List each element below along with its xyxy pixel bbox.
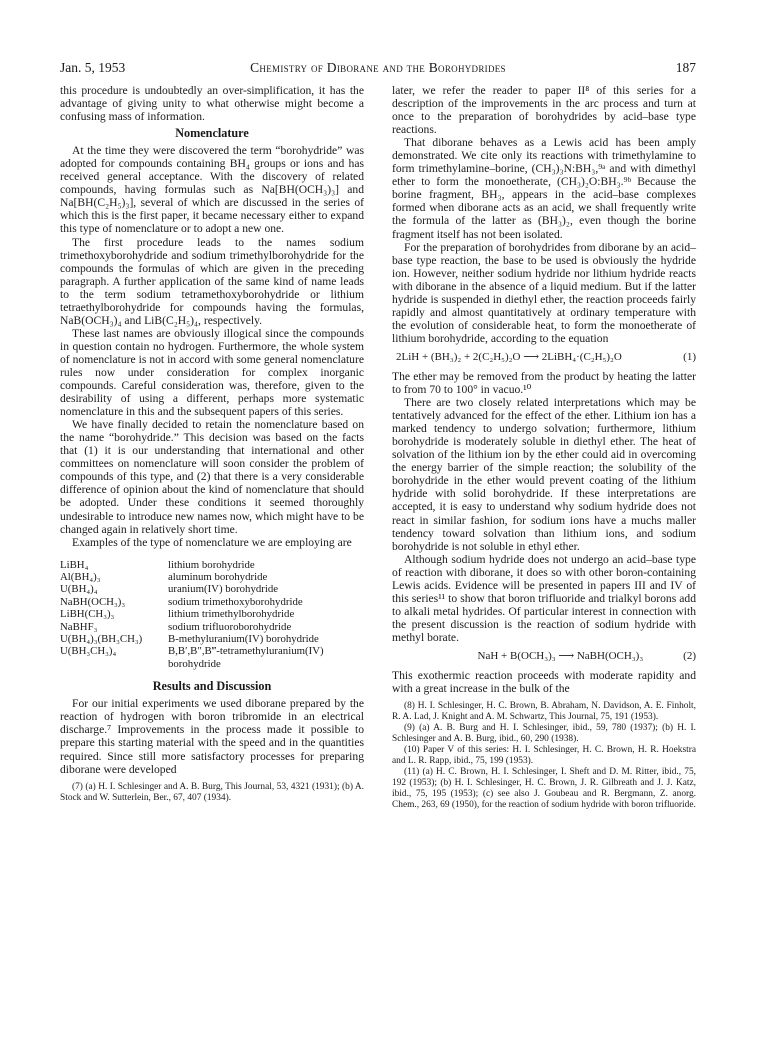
paragraph: These last names are obviously illogical since the compounds in question contain no hydrogen. Furthermore, the whole system of nomenclature is not in accord with some general nomenclature rules now under consideration for complex inorganic compounds. Careful consideration was, therefore, given to the desirability of using a different, perhaps more systematic nomenclature in this and the subsequent papers of this series. [60,326,364,419]
right-column [392,84,696,811]
left-column [60,84,364,804]
paragraph: this procedure is undoubtedly an over-simplification, it has the advantage of giving unity to what otherwise might become a confusing mass of information. [60,84,364,124]
paragraph: This exothermic reaction proceeds with moderate rapidity and with a great increase in the bulk of the [392,669,696,696]
equation-body: NaH + B(OCH₃)₃ ⟶ NaBH(OCH₃)₃ [477,649,644,662]
nomenclature-row: LiBH(CH₃)₃ lithium trimethylborohydride [60,608,295,621]
header-date: Jan. 5, 1953 [60,60,126,75]
footnote: (11) (a) H. C. Brown, H. I. Schlesinger, I. Sheft and D. M. Ritter, ibid., 75, 192 (1953); (b) H. I. Schlesinger, H. C. Brown, J. R. Gilbreath and J. J. Katz, ibid., 75, 195 (1953); (c) see also J. Goubeau and R. Bergmann, Z. anorg. Chem., 263, 69 (1950), for the reaction of sodium hydride with boron trifluoride. [392,767,696,811]
paragraph: For the preparation of borohydrides from diborane by an acid–base type reaction, the base to be used is obviously the hydride ion. However, neither sodium hydride nor lithium hydride reacts with diborane in the absence of a liquid medium. But if the latter hydride is suspended in diethyl ether, the reaction proceeds fairly rapidly and almost quantitatively at ordinary temperature with the evolution of considerable heat, to form the monoetherate of lithium borohydride, according to the equation [392,240,696,345]
footnote: (10) Paper V of this series: H. I. Schlesinger, H. C. Brown, H. R. Hoekstra and L. R. Rapp, ibid., 75, 199 (1953). [392,745,696,767]
paragraph: That diborane behaves as a Lewis acid has been amply demonstrated. We cite only its reactions with trimethylamine to form trimethylamine–borine, (CH₃)₃N:BH₃,⁹ᵃ and with dimethyl ether to form the monoetherate, (CH₃)₂O:BH₃.⁹ᵇ Because the borine fragment, BH₃, appears in the acid–base complexes formed when diborane acts as an acid, we shall frequently write the formula of the latter as (BH₃)₂, even though the borine fragment itself has not been isolated. [392,136,696,241]
nomenclature-row: U(BH₃CH₃)₄ B,B′,B″,B‴-tetramethyluranium(IV) [60,645,324,658]
footnotes [392,701,696,811]
header-title: Chemistry of Diborane and the Borohydrides [250,60,506,75]
section-heading-results: Results and Discussion [152,679,272,694]
footnote: (8) H. I. Schlesinger, H. C. Brown, B. Abraham, N. Davidson, A. E. Finholt, R. A. Lad, J. Knight and A. M. Schwartz, This Journal, 75, 191 (1953). [392,701,696,723]
paragraph: The ether may be removed from the product by heating the latter to from 70 to 100° in vacuo.¹⁰ [392,369,696,397]
paragraph: The first procedure leads to the names sodium trimethoxyborohydride and sodium trimethylborohydride for the compounds the formulas of which are given in the preceding paragraph. A further application of the same kind of name leads to the term sodium tetramethoxyborohydride or lithium tetraethylborohydride for compounds having the formulas, NaB(OCH₃)₄ and LiB(C₂H₅)₄, respectively. [60,235,364,327]
footnotes [60,782,364,804]
page-number: 187 [675,60,696,75]
equation-1 [392,351,696,364]
paragraph: For our initial experiments we used diborane prepared by the reaction of hydrogen with boron tribromide in an electrical discharge.⁷ Improvements in the process made it possible to prepare this starting material with the speed and in the quantities required. Since still more satisfactory processes for preparing diborane were developed [60,697,364,776]
paragraph: We have finally decided to retain the nomenclature based on the name “borohydride.” This decision was based on the facts that (1) it is our understanding that international and other committees on nomenclature will soon consider the problem of compounds of this type, and (2) that there is a very considerable difference of opinion about the kind of nomenclature that should be adopted. Under these conditions it seemed thoroughly undesirable to introduce new names now, which might have to be changed again in relatively short time. [60,418,364,536]
nomenclature-row: LiBH₄ lithium borohydride [60,558,255,571]
equation-number: (1) [683,350,696,363]
nomenclature-continuation: borohydride [168,657,221,670]
nomenclature-row: NaBHF₃ sodium trifluoroborohydride [60,620,292,633]
nomenclature-table [60,559,364,671]
nomenclature-row: NaBH(OCH₃)₃ sodium trimethoxyborohydride [60,595,303,608]
running-header [60,60,696,78]
footnote: (7) (a) H. I. Schlesinger and A. B. Burg, This Journal, 53, 4321 (1931); (b) A. Stock and W. Sutterlein, Ber., 67, 407 (1934). [60,781,364,803]
nomenclature-row: Al(BH₄)₃ aluminum borohydride [60,571,268,584]
paragraph: Examples of the type of nomenclature we are employing are [72,535,352,549]
paragraph: later, we refer the reader to paper II⁸ of this series for a description of the improvements in the arc process and turn at once to the preparation of borohydrides by acid–base type reactions. [392,84,696,137]
paragraph: There are two closely related interpretations which may be tentatively advanced for the effect of the ether. Lithium ion has a marked tendency to undergo solvation; furthermore, lithium borohydride is moderately soluble in diethyl ether. The heat of solvation of the lithium ion by the ether could aid in overcoming the energy barrier of the simple reaction; the solubility of the borohydride in the ether would prevent coating of the lithium hydride with solid borohydride. If these interpretations are accepted, it is easy to understand why sodium hydride does not react in similar fashion, for sodium ions have a muchs maller tendency toward solvation than lithium ions, and sodium borohydride is not soluble in ethyl ether. [392,396,696,553]
nomenclature-row: U(BH₄)₄ uranium(IV) borohydride [60,583,279,596]
equation-body: 2LiH + (BH₃)₂ + 2(C₂H₅)₂O ⟶ 2LiBH₄·(C₂H₅)₂O [396,350,622,363]
equation-2 [392,650,696,663]
paragraph: Although sodium hydride does not undergo an acid–base type of reaction with diborane, it does so with other boron-containing Lewis acids. Evidence will be presented in papers III and IV of this series¹¹ to show that boron trifluoride and trialkyl borons add to alkali metal hydrides. Of particular interest in connection with the present discussion is the reaction of sodium hydride with methyl borate. [392,552,696,644]
paragraph: At the time they were discovered the term “borohydride” was adopted for compounds containing BH₄ groups or ions and has received general acceptance. With the discovery of related compounds, having formulas such as Na[BH(OCH₃)₃] and Na[BH(C₂H₅)₃], several of which are discussed in the series of which this is the first paper, it became necessary either to expand this type of nomenclature or to adopt a new one. [60,144,364,236]
footnote: (9) (a) A. B. Burg and H. I. Schlesinger, ibid., 59, 780 (1937); (b) H. I. Schlesinger and A. B. Burg, ibid., 60, 290 (1938). [392,723,696,745]
equation-number: (2) [683,649,696,662]
nomenclature-row: U(BH₄)₃(BH₃CH₃) B-methyluranium(IV) borohydride [60,633,319,646]
section-heading-nomenclature: Nomenclature [175,126,249,141]
